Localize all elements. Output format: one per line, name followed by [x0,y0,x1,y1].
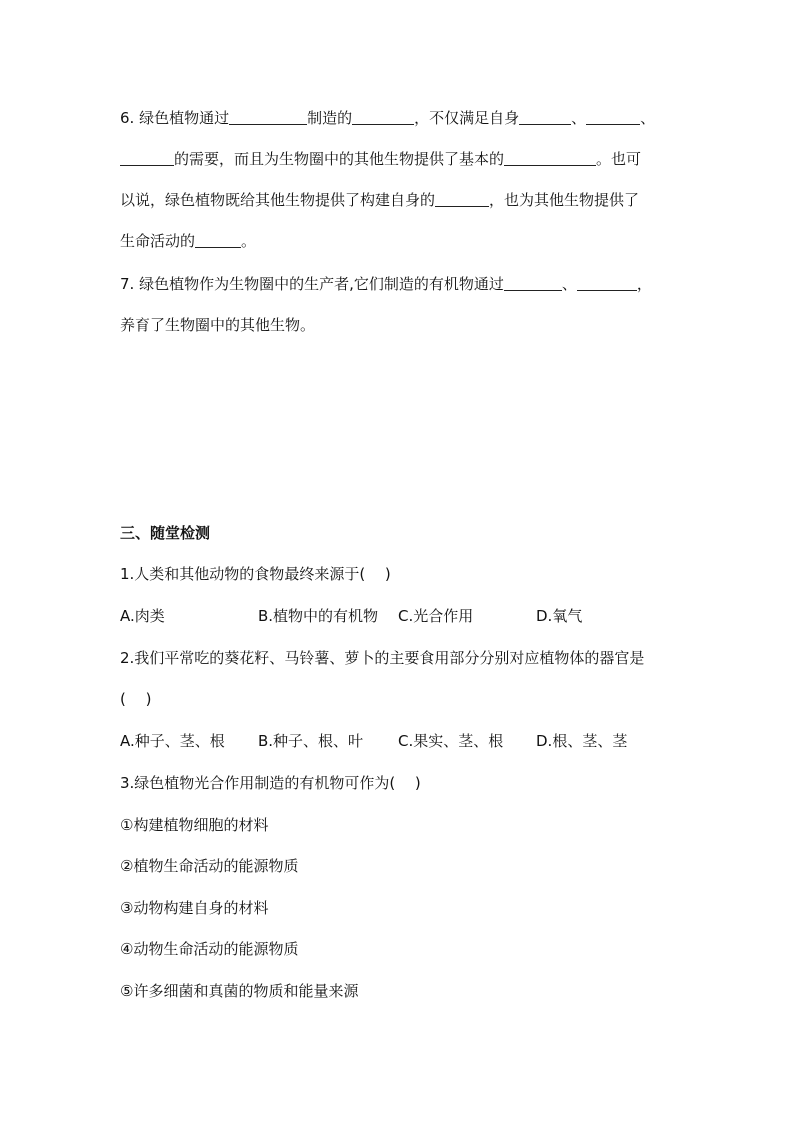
q7-line-2 [120,315,680,335]
q3-item-1: ①构建植物细胞的材料 [120,816,269,834]
q7-blank-1[interactable] [504,275,562,291]
q6-text: 生命活动的 [120,232,196,250]
q6-text: 、 [640,109,656,127]
q2-option-d[interactable]: D.根、茎、茎 [536,732,628,750]
q3-item-5: ⑤许多细菌和真菌的物质和能量来源 [120,982,359,1000]
q2-option-b[interactable]: B.种子、根、叶 [258,732,364,750]
q6-text: 、 [571,109,587,127]
q6-blank-7[interactable] [435,191,489,207]
q6-line-3 [120,190,680,210]
q3-item-4: ④动物生命活动的能源物质 [120,940,299,958]
q6-text: 6. 绿色植物通过 [120,109,230,127]
q1-option-a[interactable]: A.肉类 [120,607,165,625]
q1-stem: 1.人类和其他动物的食物最终来源于( ) [120,565,391,583]
q6-text: 以说，绿色植物既给其他生物提供了构建自身的 [120,191,436,209]
q2-option-c[interactable]: C.果实、茎、根 [398,732,504,750]
q1-options [120,606,680,626]
q6-text: 的需要，而且为生物圈中的其他生物提供了基本的 [174,150,505,168]
q6-blank-4[interactable] [586,109,640,125]
q1-option-c[interactable]: C.光合作用 [398,607,474,625]
q3-item-3: ③动物构建自身的材料 [120,899,269,917]
q6-blank-3[interactable] [519,109,571,125]
q6-blank-6[interactable] [504,150,596,166]
q2-option-a[interactable]: A.种子、茎、根 [120,732,225,750]
q6-line-1 [120,108,680,128]
q6-text: ，不仅满足自身 [414,109,520,127]
q6-text: 制造的 [307,109,353,127]
q1-option-d[interactable]: D.氧气 [536,607,583,625]
q2-stem-cont: ( ) [120,690,152,708]
q3-item-2: ②植物生命活动的能源物质 [120,857,299,875]
q7-blank-2[interactable] [577,275,637,291]
q6-blank-1[interactable] [229,109,307,125]
q6-line-2 [120,149,680,169]
q7-text: 7. 绿色植物作为生物圈中的生产者,它们制造的有机物通过 [120,275,504,293]
q7-line-1 [120,274,680,294]
q6-blank-8[interactable] [195,232,241,248]
q3-stem: 3.绿色植物光合作用制造的有机物可作为( ) [120,774,421,792]
q6-line-4 [120,231,680,251]
q1-option-b[interactable]: B.植物中的有机物 [258,607,379,625]
q6-text: 。 [241,232,257,250]
q2-options [120,731,680,751]
q7-text: 、 [561,275,577,293]
q6-text: ，也为其他生物提供了 [489,191,640,209]
q7-text: 养育了生物圈中的其他生物。 [120,316,316,334]
q2-stem: 2.我们平常吃的葵花籽、马铃薯、萝卜的主要食用部分分别对应植物体的器官是 [120,649,645,667]
section-heading: 三、随堂检测 [120,524,211,542]
q7-text: ， [636,275,652,293]
q6-blank-2[interactable] [352,109,414,125]
q6-blank-5[interactable] [120,150,174,166]
q6-text: 。也可 [596,150,642,168]
